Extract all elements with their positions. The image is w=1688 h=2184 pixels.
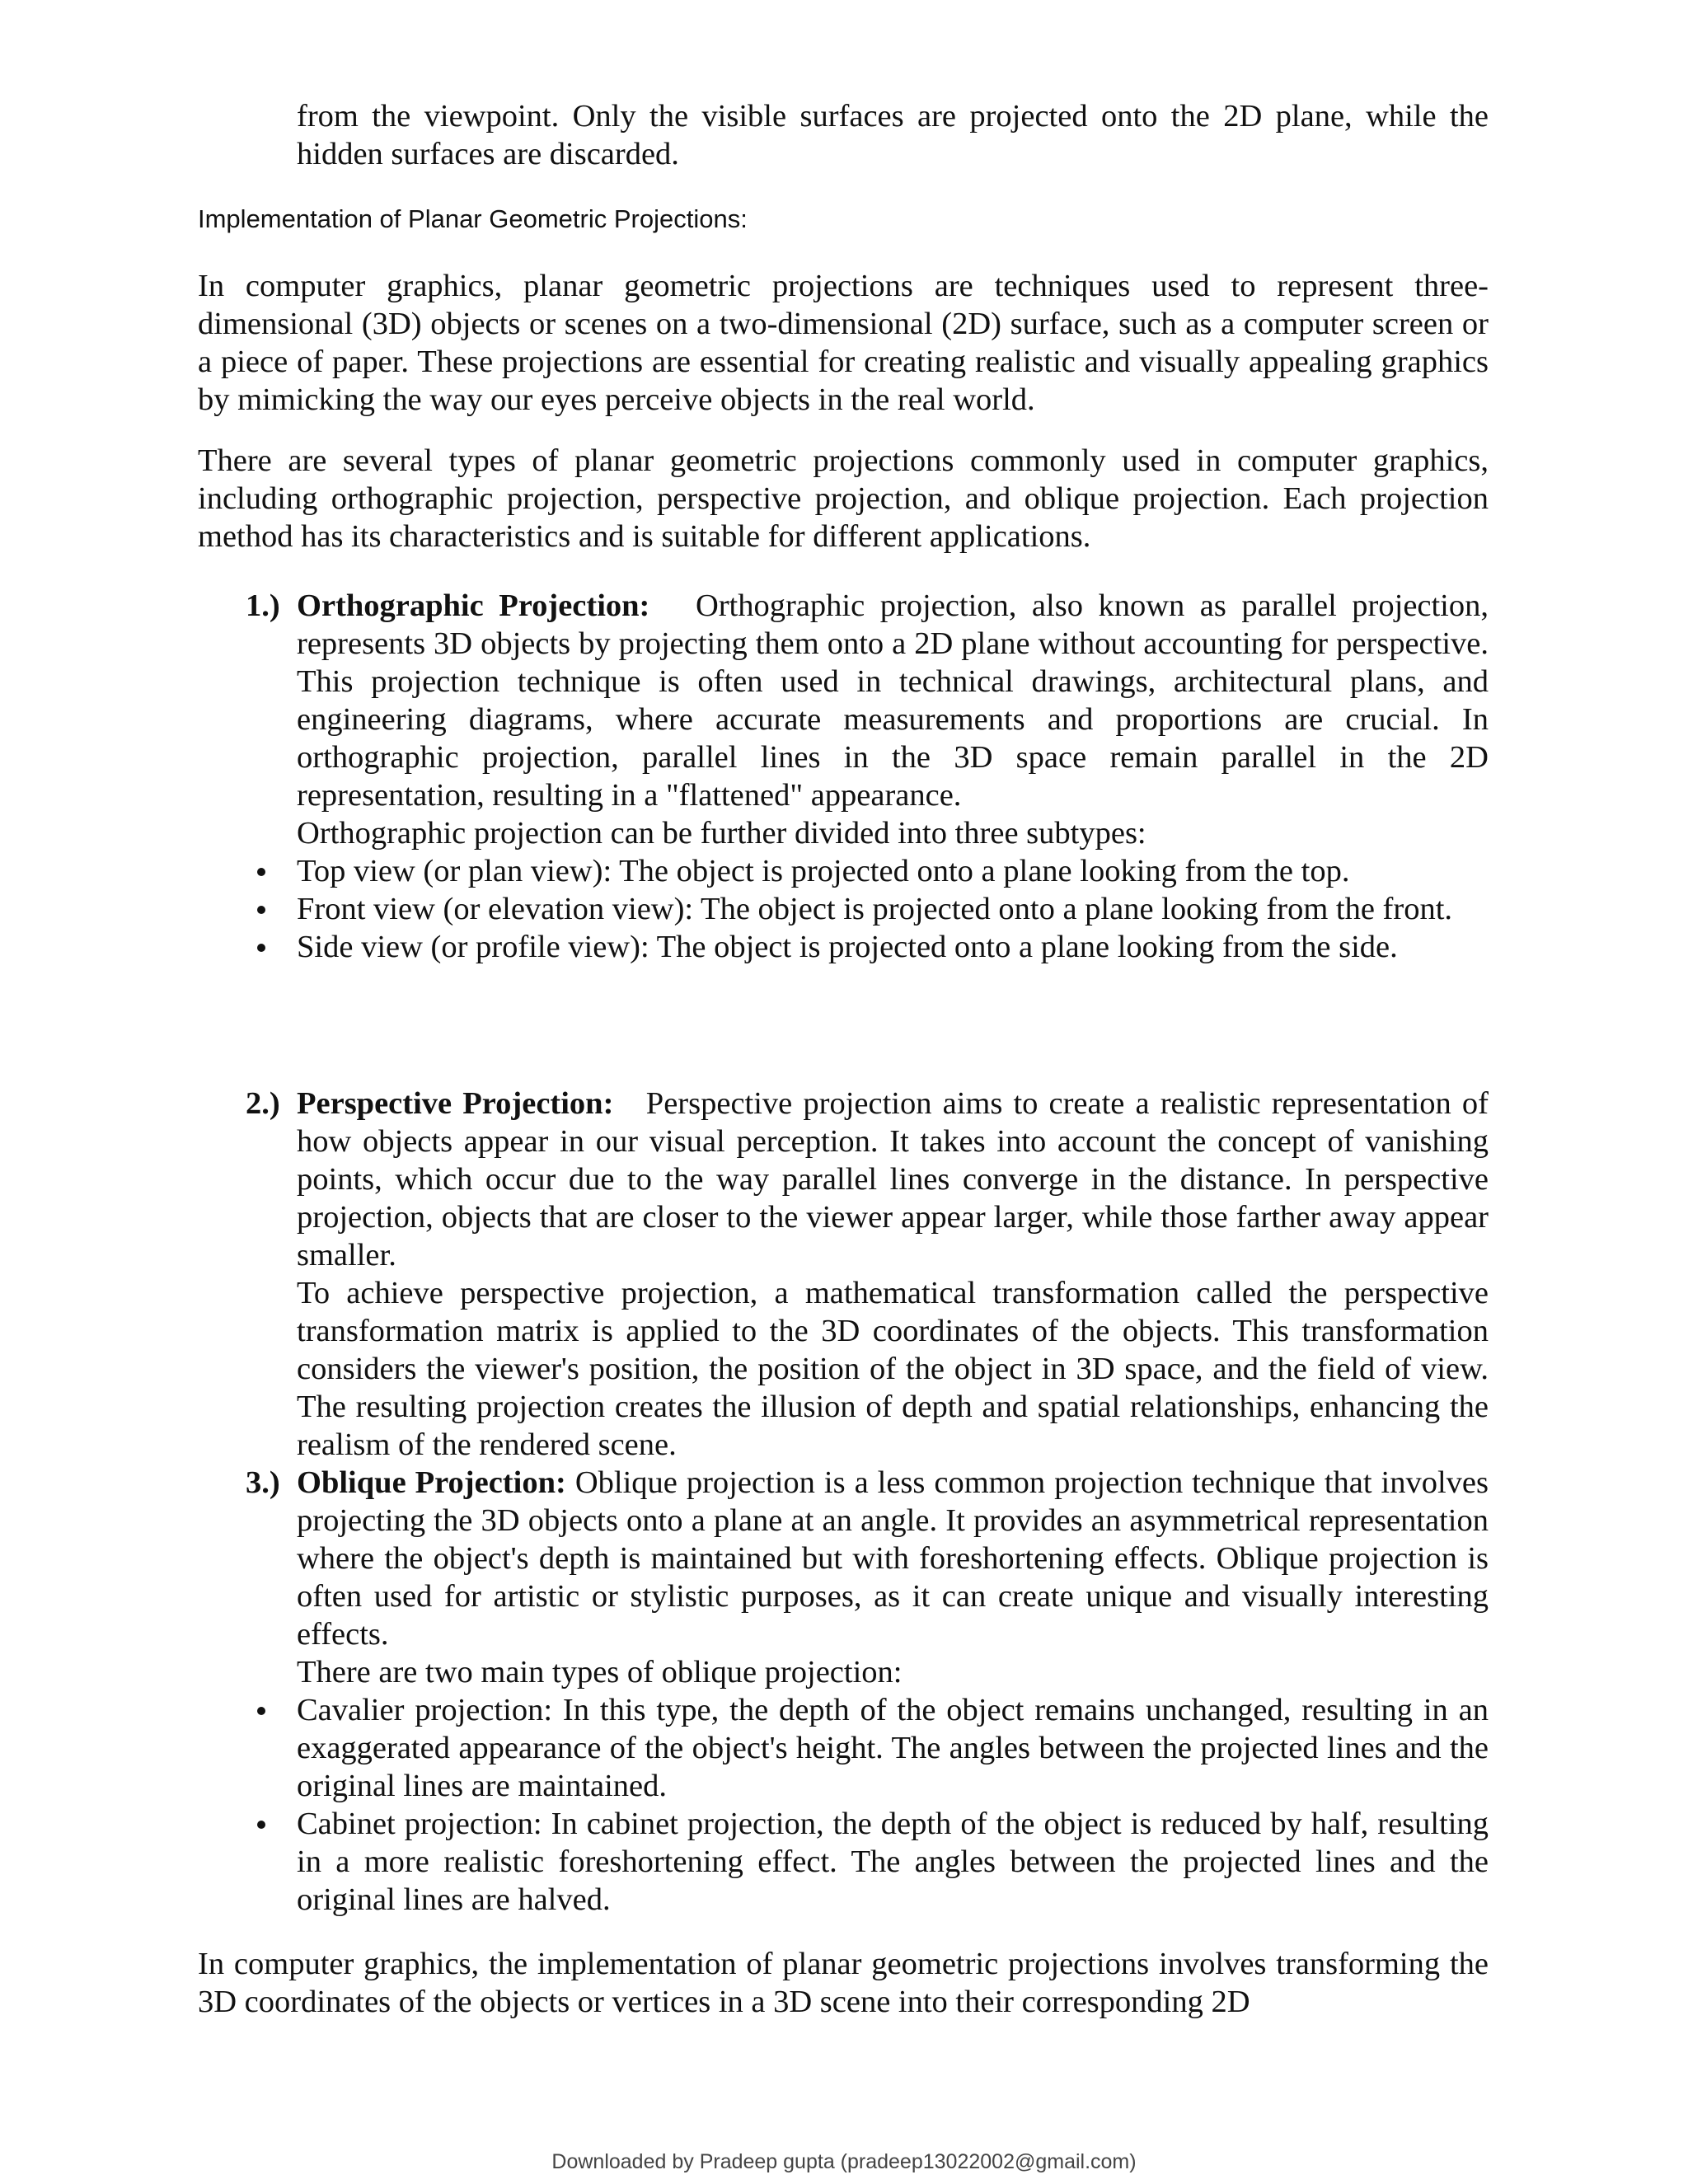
item-text: Orthographic projection, also known as parallel projection, represents 3D objects by projecting them onto a 2D plane without accounting for perspective. This projection technique is often used in technical drawings, architectural plans, and engineering diagrams, where accurate measurements and proportions are crucial. In orthographic projection, parallel lines in the 3D space remain parallel in the 2D representation, resulting in a "flattened" appearance. [297, 588, 1489, 813]
intro-continuation: from the viewpoint. Only the visible surfaces are projected onto the 2D plane, while the hidden surfaces are discarded. [297, 99, 1489, 171]
bullet-item: Side view (or profile view): The object is projected onto a plane looking from the side. [198, 928, 1489, 966]
item-text: Perspective projection aims to create a realistic representation of how objects appear in our visual perception. It takes into account the concept of vanishing points, which occur due to the way parallel lines converge in the distance. In perspective projection, objects that are closer to the viewer appear larger, while those farther away appear smaller. [297, 1086, 1489, 1272]
subtypes-list [198, 852, 1489, 966]
item-extra: To achieve perspective projection, a mathematical transformation called the perspective transformation matrix is applied to the 3D coordinates of the objects. This transformation considers the viewer's position, the position of the object in 3D space, and the field of view. The resulting projection creates the illusion of depth and spatial relationships, enhancing the realism of the rendered scene. [297, 1276, 1489, 1462]
item-number: 3.) [246, 1465, 280, 1500]
bullet-item: Top view (or plan view): The object is projected onto a plane looking from the top. [198, 852, 1489, 890]
paragraph-2: There are several types of planar geometric projections commonly used in computer graphics, including orthographic projection, perspective projection, and oblique projection. Each projection method has its characteristics and is suitable for different applications. [198, 443, 1489, 554]
bullet-icon [257, 944, 265, 952]
item-number: 1.) [246, 588, 280, 623]
item-term: Oblique Projection: [297, 1465, 566, 1500]
bullet-item: Cabinet projection: In cabinet projection, the depth of the object is reduced by half, resulting in a more realistic foreshortening effect. The angles between the projected lines and the original lines are halved. [198, 1805, 1489, 1919]
oblique-types-list [198, 1691, 1489, 1919]
bullet-icon [257, 906, 265, 914]
item-text: Oblique projection is a less common projection technique that involves projecting the 3D objects onto a plane at an angle. It provides an asymmetrical representation where the object's depth is maintained but with foreshortening effects. Oblique projection is often used for artistic or stylistic purposes, as it can create unique and visually interesting effects. [297, 1465, 1489, 1652]
item-number: 2.) [246, 1086, 280, 1121]
bullet-icon [257, 1707, 265, 1715]
item-extra: Orthographic projection can be further divided into three subtypes: [297, 816, 1146, 851]
list-item-oblique [198, 1464, 1489, 1919]
bullet-item: Front view (or elevation view): The object is projected onto a plane looking from the front. [198, 890, 1489, 928]
bullet-item: Cavalier projection: In this type, the depth of the object remains unchanged, resulting in an exaggerated appearance of the object's height. The angles between the projected lines and the original lines are maintained. [198, 1691, 1489, 1805]
paragraph-1: In computer graphics, planar geometric projections are techniques used to represent three-dimensional (3D) objects or scenes on a two-dimensional (2D) surface, such as a computer screen or a piece of paper. These projections are essential for creating realistic and visually appealing graphics by mimicking the way our eyes perceive objects in the real world. [198, 269, 1489, 417]
bullet-icon [257, 1821, 265, 1829]
bullet-icon [257, 868, 265, 876]
item-extra: There are two main types of oblique projection: [297, 1655, 903, 1690]
item-term: Orthographic Projection: [297, 588, 650, 623]
list-item-perspective [198, 1085, 1489, 1464]
download-footer: Downloaded by Pradeep gupta (pradeep13022002@gmail.com) [551, 2150, 1137, 2173]
list-item-orthographic [198, 587, 1489, 966]
item-term: Perspective Projection: [297, 1086, 614, 1121]
section-heading: Implementation of Planar Geometric Projections: [198, 204, 748, 233]
paragraph-3: In computer graphics, the implementation of planar geometric projections involves transforming the 3D coordinates of the objects or vertices in a 3D scene into their corresponding 2D [198, 1947, 1489, 2019]
